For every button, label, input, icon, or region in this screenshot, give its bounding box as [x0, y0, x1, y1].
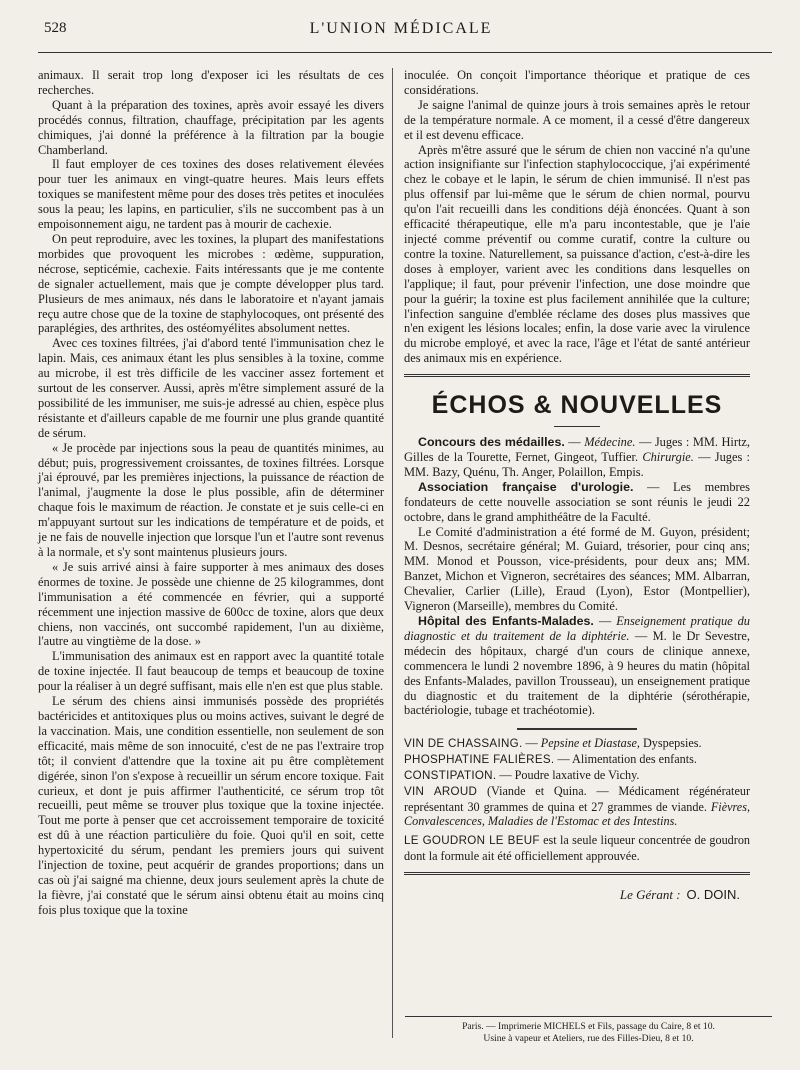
header-rule	[38, 52, 772, 53]
paragraph: « Je procède par injections sous la peau de quantités minimes, au début; puis, progressivement croissantes, de toxines filtrées. Lorsque j'ai éprouvé, par les premières injections, la puissance de réaction de l'animal, j'augmente la dose le plus possible, afin de déterminer chaque fois le maximum de réaction. Je constate et je suis celle-ci en m'appuyant surtout sur les indications de température et de poids, et je ne fais de nouvelle injection que lorsque l'un et l'autre sont revenus à la normale, et s'y sont maintenus plusieurs jours.	[38, 440, 384, 559]
paragraph: Avec ces toxines filtrées, j'ai d'abord tenté l'immunisation chez le lapin. Mais, ces animaux étant les plus sensibles à la toxine, comme au microbe, il est très difficile de les vacciner assez fortement et surtout de les conserver. Aussi, après m'être simplement assuré de la possibilité de les immuniser, me suis-je adressé au chien, espèce plus résistante et d'ailleurs capable de me fournir une plus grande quantité de sérum.	[38, 336, 384, 440]
news-heading: Concours des médailles.	[418, 435, 565, 450]
section-rule	[404, 374, 750, 377]
paragraph: inoculée. On conçoit l'importance théorique et pratique de ces considérations.	[404, 68, 750, 97]
imprint-rule	[405, 1016, 772, 1017]
left-column	[38, 68, 384, 918]
paragraph: Je saigne l'animal de quinze jours à trois semaines après le retour de la température normale. A ce moment, il a cessé d'être dangereux et il est devenu efficace.	[404, 97, 750, 142]
printer-imprint: Paris. — Imprimerie MICHELS et Fils, passage du Caire, 8 et 10. Usine à vapeur et Ateliers, rue des Filles-Dieu, 8 et 10.	[405, 1016, 772, 1045]
title-underline	[554, 426, 600, 427]
running-title: L'UNION MÉDICALE	[309, 20, 493, 37]
paragraph: Il faut employer de ces toxines des doses relativement élevées pour tuer les animaux en vingt-quatre heures. Mais leurs effets toxiques se manifestent même pour des doses très petites et inoculées sous la peau; les lapins, en particulier, s'ils ne succombent pas à un empoisonnement aigu, ne tardent pas à mourir de cachexie.	[38, 157, 384, 232]
ad-phosphatine: PHOSPHATINE FALIÈRES. — Alimentation des enfants.	[404, 752, 697, 767]
ad-constipation: CONSTIPATION. — Poudre laxative de Vichy.	[404, 767, 640, 782]
two-column-body	[38, 68, 772, 1018]
paragraph: On peut reproduire, avec les toxines, la plupart des manifestations morbides que provoquent les microbes : œdème, suppuration, nécrose, septicémie, cachexie. Faits intéressants que je me contente de signaler actuellement, mais que je compte développer plus tard. Plusieurs de mes animaux, nés dans le laboratoire et n'ayant jamais reçu autre chose que de la toxine de staphylocoques, ont présenté des paraplégies, des arthrites, des ostéomyélites absolument nettes.	[38, 231, 384, 336]
right-column	[404, 68, 750, 909]
journal-page	[30, 14, 772, 1059]
section-title: ÉCHOS & NOUVELLES	[431, 391, 723, 420]
ad-goudron: LE GOUDRON LE BEUF est la seule liqueur concentrée de goudron dont la formule ait été officiellement approuvée.	[404, 833, 751, 863]
ad-aroud: VIN AROUD (Viande et Quina. — Médicament régénérateur représentant 30 grammes de quina et 27 grammes de viande. Fièvres, Convalescences, Maladies de l'Estomac et des Intestins.	[404, 783, 751, 829]
paragraph: Quant à la préparation des toxines, après avoir essayé les divers procédés connus, filtration, chauffage, précipitation par les agents chimiques, j'ai donné la préférence à la filtration par la bougie Chamberland.	[38, 97, 384, 157]
paragraph: « Je suis arrivé ainsi à faire supporter à mes animaux des doses énormes de toxine. Je possède une chienne de 25 kilogrammes, dont l'immunisation a été commencée en février, qui a supporté récemment une injection massive de 600cc de toxine, alors que deux chiens, non vaccinés, ont succombé rapidement, l'un au dixième, l'autre au vingtième de la dose. »	[38, 559, 384, 649]
news-heading: Hôpital des Enfants-Malades.	[418, 614, 594, 628]
news-item-concours: Concours des médailles. — Médecine. — Juges : MM. Hirtz, Gilles de la Tourette, Fernet, Gingeot, Tuffier. Chirurgie. — Juges : MM. Bazy, Quénu, Th. Anger, Polaillon, Empis.	[404, 435, 751, 479]
paragraph: Le Comité d'administration a été formé de M. Guyon, président; M. Desnos, secrétaire général; M. Guiard, trésorier, pour cinq ans; MM. Monod et Pousson, vice-présidents, pour deux ans; MM. Banzet, Michon et Vigneron, secrétaires des séances; MM. Albarran, Chevalier, Carlier (Lille), Eraud (Lyon), Estor (Montpellier), Vigneron (Marseille), membres du Comité.	[404, 524, 750, 614]
footer-rule	[404, 872, 750, 875]
paragraph: animaux. Il serait trop long d'exposer ici les résultats de ces recherches.	[38, 68, 384, 97]
news-item-association: Association française d'urologie. — Les membres fondateurs de cette nouvelle association se sont réunis le jeudi 22 octobre, dans le grand amphithéâtre de la Faculté.	[404, 479, 750, 524]
ad-chassaing: VIN DE CHASSAING. — Pepsine et Diastase, Dyspepsies.	[404, 736, 702, 751]
page-header	[30, 14, 772, 46]
advertisements	[404, 736, 750, 863]
paragraph: Après m'être assuré que le sérum de chien non vacciné n'a qu'une action insignifiante sur l'infection staphylococcique, j'ai expérimenté chez le cobaye et le lapin, le sérum de chien immunisé. Il n'est pas plus offensif par lui-même que le sérum de chien normal, pourvu qu'on l'ait recueilli dans les conditions déjà énoncées. Quant à son efficacité thérapeutique, elle m'a paru incontestable, que je l'aie injecté comme préventif ou comme curatif, contre la culture ou contre la toxine. Naturellement, sa puissance d'action, c'est-à-dire les doses à employer, varient avec les conditions dans lesquelles on l'applique; il faut, pour prévenir l'infection, une dose moindre que pour la guérir; la toxine est plus facilement annihilée que la culture; l'infection sanguine d'emblée réclame des doses plus massives que n'en exigent les lésions locales; enfin, la dose varie avec la virulence du microbe employé, et avec la race, l'âge et l'état de santé antérieur des animaux mis en expérience.	[404, 142, 750, 366]
news-heading: Association française d'urologie.	[418, 479, 634, 494]
paragraph: L'immunisation des animaux est en rapport avec la quantité totale de toxine injectée. Il faut beaucoup de temps et beaucoup de toxine pour la réaliser à un degré suffisant, mais elle n'en est que plus stable.	[38, 649, 384, 694]
news-item-hopital: Hôpital des Enfants-Malades. — Enseignement pratique du diagnostic et du traitement de la diphtérie. — M. le Dr Sevestre, médecin des hôpitaux, chargé d'un cours de clinique annexe, commencera le lundi 2 novembre 1896, à 9 heures du matin (hôpital des Enfants-Malades, pavillon Trousseau), un enseignement pratique du diagnostic et du traitement de la diphtérie (sérothérapie, bactériologie, tubage et trachéotomie).	[404, 614, 750, 718]
column-divider	[392, 68, 393, 1038]
gerant-line: Le Gérant : O. DOIN.	[619, 886, 740, 902]
page-number: 528	[44, 20, 67, 36]
paragraph: Le sérum des chiens ainsi immunisés possède des propriétés bactéricides et antitoxiques plus ou moins actives, suivant le degré de la vaccination. Mais, une condition essentielle, non seulement de son efficacité, mais même de son innocuité, c'est de ne pas l'extraire trop tôt; il convient d'attendre que la toxine ait pu être complètement digérée, sinon l'on s'expose à recueillir un sérum encore toxique. Fait curieux, et dont je puis affirmer l'authenticité, ce sérum trop tôt recueilli, peut même se trouver plus toxique que la toxine injectée. Tout me porte à penser que cet accroissement temporaire de toxicité est dû à une réaction particulière du foie. Quoi qu'il en soit, cette hypertoxicité du sérum, pendant les premiers jours qui suivent l'injection de toxine, peut acquérir de grandes proportions; dans un cas où j'ai saigné ma chienne, deux jours seulement après la chute de la fièvre, j'ai constaté que le sérum ainsi obtenu était au moins cinq fois plus toxique que la toxine	[38, 694, 384, 917]
ads-rule	[517, 728, 637, 730]
